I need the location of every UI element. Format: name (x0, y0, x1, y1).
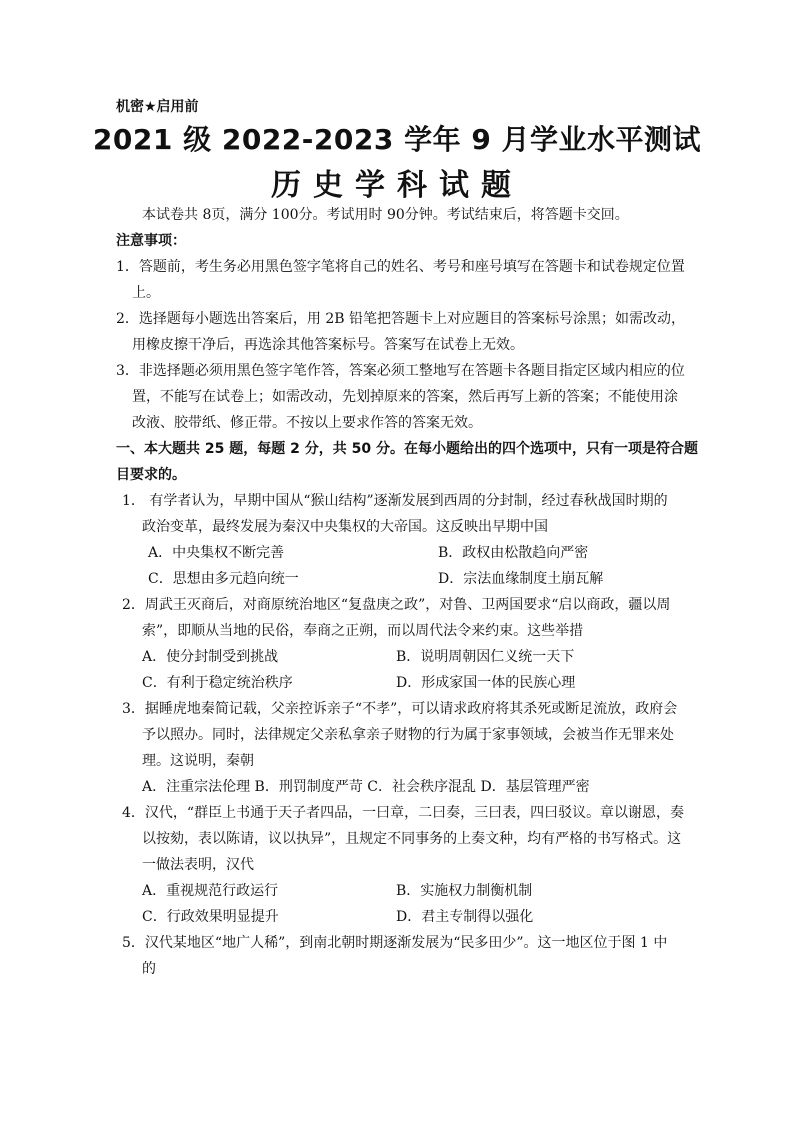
section-1-heading-line-1: 一、本大题共 25 题，每题 2 分，共 50 分。在每小题给出的四个选项中，只有一项是符合题 (116, 441, 698, 457)
q1-option-a: A．中央集权不断完善 (148, 545, 285, 561)
section-1-heading-line-2: 目要求的。 (116, 467, 186, 483)
q2-stem-line-1: 2．周武王灭商后，对商原统治地区“复盘庚之政”，对鲁、卫两国要求“启以商政，疆以周 (122, 597, 671, 613)
q3-options: A．注重宗法伦理 B．刑罚制度严苛 C．社会秩序混乱 D．基层管理严密 (142, 779, 590, 795)
exam-title: 2021 级 2022-2023 学年 9 月学业水平测试 (92, 123, 702, 156)
q1-option-c: C．思想由多元趋向统一 (148, 571, 299, 587)
note-1-line-2: 上。 (132, 285, 160, 301)
q4-option-d: D．君主专制得以强化 (396, 909, 534, 925)
q5-stem-line-2: 的 (142, 961, 156, 977)
q4-stem-line-3: 一做法表明，汉代 (142, 857, 254, 873)
q4-option-a: A．重视规范行政运行 (142, 883, 279, 899)
intro-text: 本试卷共 8页，满分 100分。考试用时 90分钟。考试结束后，将答题卡交回。 (142, 207, 629, 223)
note-3-line-2: 置，不能写在试卷上；如需改动，先划掉原来的答案，然后再写上新的答案；不能使用涂 (132, 389, 678, 405)
q4-stem-line-2: 以按劾，表以陈请，议以执异”，且规定不同事务的上奏文种，均有严格的书写格式。这 (142, 831, 682, 847)
note-2-line-2: 用橡皮擦干净后，再选涂其他答案标号。答案写在试卷上无效。 (132, 337, 524, 353)
note-2-line-1: 2．选择题每小题选出答案后，用 2B 铅笔把答题卡上对应题目的答案标号涂黑；如需改动， (116, 311, 686, 327)
q1-option-b: B．政权由松散趋向严密 (438, 545, 589, 561)
subject-title: 历史学科试题 (271, 168, 523, 203)
q4-option-c: C．行政效果明显提升 (142, 909, 279, 925)
q4-stem-line-1: 4．汉代，“群臣上书通于天子者四品，一曰章，二曰奏，三曰表，四曰驳议。章以谢恩，奏 (122, 805, 685, 821)
q3-stem-line-3: 理。这说明，秦朝 (142, 753, 254, 769)
q3-stem-line-1: 3．据睡虎地秦简记载，父亲控诉亲子“不孝”，可以请求政府将其杀死或断足流放，政府会 (122, 701, 678, 717)
note-3-line-1: 3．非选择题必须用黑色签字笔作答，答案必须工整地写在答题卡各题目指定区域内相应的位 (116, 363, 685, 379)
q2-option-a: A．使分封制受到挑战 (142, 649, 279, 665)
q1-stem-line-1: 1． 有学者认为，早期中国从“猴山结构”逐渐发展到西周的分封制，经过春秋战国时期的 (122, 493, 668, 509)
note-1-line-1: 1．答题前，考生务必用黑色签字笔将自己的姓名、考号和座号填写在答题卡和试卷规定位置 (116, 259, 685, 275)
q1-option-d: D．宗法血缘制度土崩瓦解 (438, 571, 604, 587)
q2-option-d: D．形成家国一体的民族心理 (396, 675, 576, 691)
q2-option-b: B．说明周朝因仁义统一天下 (396, 649, 575, 665)
confidential-label: 机密★启用前 (116, 99, 199, 115)
notes-heading: 注意事项： (116, 233, 186, 249)
q2-option-c: C．有利于稳定统治秩序 (142, 675, 293, 691)
q1-stem-line-2: 政治变革，最终发展为秦汉中央集权的大帝国。这反映出早期中国 (142, 519, 548, 535)
q5-stem-line-1: 5．汉代某地区“地广人稀”，到南北朝时期逐渐发展为“民多田少”。这一地区位于图 1 中 (122, 935, 668, 951)
q3-stem-line-2: 予以照办。同时，法律规定父亲私拿亲子财物的行为属于家事领域，会被当作无罪来处 (142, 727, 674, 743)
q2-stem-line-2: 索”，即顺从当地的民俗，奉商之正朔，而以周代法令来约束。这些举措 (142, 623, 584, 639)
q4-option-b: B．实施权力制衡机制 (396, 883, 533, 899)
note-3-line-3: 改液、胶带纸、修正带。不按以上要求作答的答案无效。 (132, 415, 482, 431)
